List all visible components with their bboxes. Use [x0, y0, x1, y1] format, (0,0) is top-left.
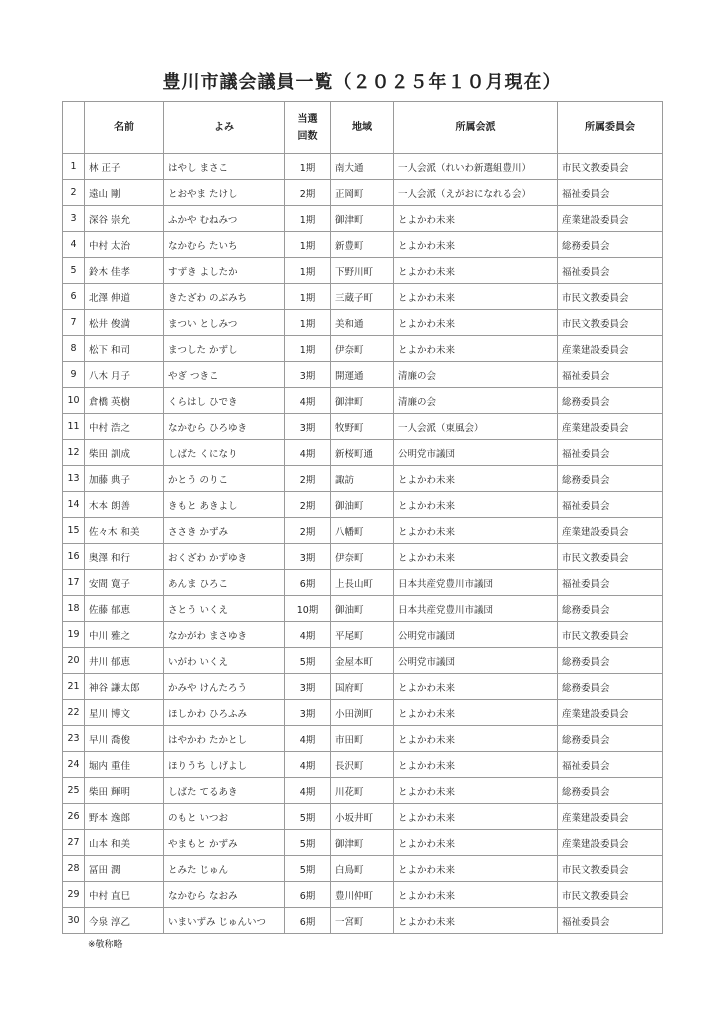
cell-area: 新豊町 [331, 232, 394, 258]
table-row [63, 778, 663, 804]
table-row [63, 596, 663, 622]
cell-faction: 日本共産党豊川市議団 [394, 596, 558, 622]
cell-faction: 一人会派（えがおになれる会） [394, 180, 558, 206]
cell-faction: 一人会派（れいわ新選組豊川） [394, 154, 558, 180]
header-area: 地域 [331, 102, 394, 154]
cell-committee: 福祉委員会 [558, 752, 663, 778]
cell-faction: とよかわ未来 [394, 492, 558, 518]
cell-terms: 4期 [285, 752, 331, 778]
cell-faction: とよかわ未来 [394, 674, 558, 700]
table-row [63, 466, 663, 492]
cell-committee: 総務委員会 [558, 726, 663, 752]
cell-name: 鈴木 佳孝 [85, 258, 164, 284]
cell-faction: とよかわ未来 [394, 310, 558, 336]
cell-committee: 福祉委員会 [558, 908, 663, 934]
table-row [63, 310, 663, 336]
cell-reading: きもと あきよし [164, 492, 285, 518]
cell-faction: とよかわ未来 [394, 856, 558, 882]
table-row [63, 492, 663, 518]
table-row [63, 206, 663, 232]
cell-name: 佐藤 郁恵 [85, 596, 164, 622]
cell-terms: 4期 [285, 726, 331, 752]
cell-committee: 市民文教委員会 [558, 622, 663, 648]
footnote: ※敬称略 [88, 940, 123, 950]
cell-terms: 5期 [285, 648, 331, 674]
cell-no: 5 [63, 258, 85, 284]
cell-faction: とよかわ未来 [394, 752, 558, 778]
cell-no: 6 [63, 284, 85, 310]
cell-area: 正岡町 [331, 180, 394, 206]
cell-reading: なかむら なおみ [164, 882, 285, 908]
cell-reading: くらはし ひでき [164, 388, 285, 414]
cell-no: 13 [63, 466, 85, 492]
cell-reading: ほりうち しげよし [164, 752, 285, 778]
cell-name: 遠山 剛 [85, 180, 164, 206]
cell-name: 深谷 崇允 [85, 206, 164, 232]
cell-terms: 3期 [285, 414, 331, 440]
cell-committee: 総務委員会 [558, 674, 663, 700]
cell-reading: のもと いつお [164, 804, 285, 830]
cell-committee: 産業建設委員会 [558, 804, 663, 830]
table-row [63, 622, 663, 648]
header-terms [285, 102, 331, 154]
cell-committee: 市民文教委員会 [558, 154, 663, 180]
cell-faction: とよかわ未来 [394, 544, 558, 570]
cell-terms: 1期 [285, 258, 331, 284]
cell-terms: 3期 [285, 674, 331, 700]
cell-faction: とよかわ未来 [394, 726, 558, 752]
cell-faction: 清廉の会 [394, 362, 558, 388]
cell-area: 川花町 [331, 778, 394, 804]
cell-no: 15 [63, 518, 85, 544]
cell-faction: とよかわ未来 [394, 206, 558, 232]
header-terms-line2: 回数 [297, 130, 318, 142]
cell-committee: 福祉委員会 [558, 440, 663, 466]
cell-reading: ほしかわ ひろふみ [164, 700, 285, 726]
cell-name: 佐々木 和美 [85, 518, 164, 544]
cell-name: 松下 和司 [85, 336, 164, 362]
cell-no: 8 [63, 336, 85, 362]
cell-terms: 5期 [285, 856, 331, 882]
cell-no: 29 [63, 882, 85, 908]
cell-reading: まつした かずし [164, 336, 285, 362]
table-row [63, 440, 663, 466]
cell-faction: とよかわ未来 [394, 700, 558, 726]
cell-faction: とよかわ未来 [394, 466, 558, 492]
cell-committee: 産業建設委員会 [558, 336, 663, 362]
cell-no: 1 [63, 154, 85, 180]
cell-committee: 市民文教委員会 [558, 882, 663, 908]
cell-reading: とおやま たけし [164, 180, 285, 206]
cell-terms: 1期 [285, 336, 331, 362]
cell-name: 中川 雅之 [85, 622, 164, 648]
cell-no: 17 [63, 570, 85, 596]
cell-reading: やぎ つきこ [164, 362, 285, 388]
table-row [63, 180, 663, 206]
cell-terms: 6期 [285, 570, 331, 596]
cell-area: 御津町 [331, 206, 394, 232]
cell-no: 11 [63, 414, 85, 440]
cell-faction: とよかわ未来 [394, 908, 558, 934]
cell-no: 9 [63, 362, 85, 388]
cell-area: 諏訪 [331, 466, 394, 492]
cell-terms: 3期 [285, 544, 331, 570]
table-row [63, 232, 663, 258]
cell-reading: はやかわ たかとし [164, 726, 285, 752]
members-table [62, 101, 663, 934]
cell-name: 安間 寛子 [85, 570, 164, 596]
table-row [63, 674, 663, 700]
cell-terms: 4期 [285, 440, 331, 466]
cell-reading: しばた くになり [164, 440, 285, 466]
cell-committee: 産業建設委員会 [558, 700, 663, 726]
cell-name: 倉橋 英樹 [85, 388, 164, 414]
header-faction: 所属会派 [394, 102, 558, 154]
cell-reading: なかむら たいち [164, 232, 285, 258]
cell-no: 4 [63, 232, 85, 258]
cell-faction: 公明党市議団 [394, 622, 558, 648]
cell-name: 堀内 重佳 [85, 752, 164, 778]
cell-no: 12 [63, 440, 85, 466]
cell-committee: 総務委員会 [558, 778, 663, 804]
header-committee: 所属委員会 [558, 102, 663, 154]
cell-committee: 市民文教委員会 [558, 284, 663, 310]
cell-reading: まつい としみつ [164, 310, 285, 336]
header-terms-line1: 当選 [297, 113, 318, 125]
table-row [63, 518, 663, 544]
cell-committee: 福祉委員会 [558, 570, 663, 596]
cell-faction: とよかわ未来 [394, 778, 558, 804]
cell-faction: とよかわ未来 [394, 232, 558, 258]
header-no [63, 102, 85, 154]
cell-faction: 一人会派（東風会） [394, 414, 558, 440]
cell-committee: 市民文教委員会 [558, 856, 663, 882]
cell-name: 加藤 典子 [85, 466, 164, 492]
cell-name: 早川 喬俊 [85, 726, 164, 752]
header-name: 名前 [85, 102, 164, 154]
cell-reading: きたざわ のぶみち [164, 284, 285, 310]
table-row [63, 700, 663, 726]
page-title: 豊川市議会議員一覧（２０２５年１０月現在） [162, 72, 562, 93]
member-rows [63, 154, 663, 934]
cell-faction: とよかわ未来 [394, 336, 558, 362]
table-row [63, 336, 663, 362]
cell-no: 23 [63, 726, 85, 752]
cell-terms: 2期 [285, 492, 331, 518]
table-row [63, 908, 663, 934]
cell-faction: とよかわ未来 [394, 882, 558, 908]
cell-reading: いがわ いくえ [164, 648, 285, 674]
cell-name: 井川 郁恵 [85, 648, 164, 674]
cell-name: 冨田 潤 [85, 856, 164, 882]
cell-reading: いまいずみ じゅんいつ [164, 908, 285, 934]
table-row [63, 154, 663, 180]
cell-name: 北澤 伸道 [85, 284, 164, 310]
cell-committee: 産業建設委員会 [558, 414, 663, 440]
cell-no: 24 [63, 752, 85, 778]
cell-faction: とよかわ未来 [394, 518, 558, 544]
table-row [63, 414, 663, 440]
cell-name: 松井 俊満 [85, 310, 164, 336]
cell-terms: 10期 [285, 596, 331, 622]
cell-committee: 福祉委員会 [558, 180, 663, 206]
cell-no: 20 [63, 648, 85, 674]
cell-committee: 産業建設委員会 [558, 518, 663, 544]
cell-terms: 2期 [285, 518, 331, 544]
cell-area: 南大通 [331, 154, 394, 180]
cell-committee: 産業建設委員会 [558, 830, 663, 856]
table-row [63, 752, 663, 778]
cell-area: 下野川町 [331, 258, 394, 284]
cell-area: 小田渕町 [331, 700, 394, 726]
cell-area: 豊川仲町 [331, 882, 394, 908]
cell-terms: 6期 [285, 908, 331, 934]
cell-no: 14 [63, 492, 85, 518]
cell-committee: 総務委員会 [558, 232, 663, 258]
cell-no: 18 [63, 596, 85, 622]
cell-no: 30 [63, 908, 85, 934]
cell-no: 16 [63, 544, 85, 570]
cell-name: 中村 直巳 [85, 882, 164, 908]
cell-no: 25 [63, 778, 85, 804]
cell-area: 新桜町通 [331, 440, 394, 466]
cell-no: 2 [63, 180, 85, 206]
cell-name: 林 正子 [85, 154, 164, 180]
cell-name: 神谷 謙太郎 [85, 674, 164, 700]
cell-reading: すずき よしたか [164, 258, 285, 284]
cell-reading: さとう いくえ [164, 596, 285, 622]
table-row [63, 856, 663, 882]
table-row [63, 882, 663, 908]
cell-area: 御津町 [331, 388, 394, 414]
table-row [63, 258, 663, 284]
cell-name: 星川 博文 [85, 700, 164, 726]
cell-area: 開運通 [331, 362, 394, 388]
cell-faction: 公明党市議団 [394, 440, 558, 466]
header-reading: よみ [164, 102, 285, 154]
cell-area: 平尾町 [331, 622, 394, 648]
cell-area: 小坂井町 [331, 804, 394, 830]
table-row [63, 284, 663, 310]
cell-reading: あんま ひろこ [164, 570, 285, 596]
cell-terms: 5期 [285, 804, 331, 830]
table-row [63, 362, 663, 388]
cell-reading: はやし まさこ [164, 154, 285, 180]
cell-faction: とよかわ未来 [394, 804, 558, 830]
cell-no: 3 [63, 206, 85, 232]
cell-name: 八木 月子 [85, 362, 164, 388]
cell-committee: 市民文教委員会 [558, 310, 663, 336]
cell-area: 三蔵子町 [331, 284, 394, 310]
cell-area: 美和通 [331, 310, 394, 336]
cell-terms: 4期 [285, 388, 331, 414]
cell-terms: 2期 [285, 180, 331, 206]
cell-no: 19 [63, 622, 85, 648]
table-row [63, 804, 663, 830]
table-row [63, 648, 663, 674]
cell-area: 白鳥町 [331, 856, 394, 882]
cell-terms: 4期 [285, 622, 331, 648]
cell-committee: 産業建設委員会 [558, 206, 663, 232]
cell-name: 中村 浩之 [85, 414, 164, 440]
cell-no: 27 [63, 830, 85, 856]
cell-terms: 1期 [285, 154, 331, 180]
cell-terms: 1期 [285, 284, 331, 310]
cell-faction: 清廉の会 [394, 388, 558, 414]
cell-no: 7 [63, 310, 85, 336]
cell-area: 国府町 [331, 674, 394, 700]
cell-area: 一宮町 [331, 908, 394, 934]
cell-area: 牧野町 [331, 414, 394, 440]
cell-name: 野本 逸郎 [85, 804, 164, 830]
table-row [63, 830, 663, 856]
cell-reading: かとう のりこ [164, 466, 285, 492]
cell-reading: やまもと かずみ [164, 830, 285, 856]
cell-reading: しばた てるあき [164, 778, 285, 804]
cell-no: 10 [63, 388, 85, 414]
cell-area: 上長山町 [331, 570, 394, 596]
cell-terms: 1期 [285, 206, 331, 232]
cell-name: 柴田 訓成 [85, 440, 164, 466]
table-row [63, 388, 663, 414]
cell-no: 22 [63, 700, 85, 726]
cell-area: 八幡町 [331, 518, 394, 544]
cell-name: 柴田 輝明 [85, 778, 164, 804]
cell-committee: 福祉委員会 [558, 362, 663, 388]
cell-area: 伊奈町 [331, 544, 394, 570]
cell-faction: とよかわ未来 [394, 830, 558, 856]
cell-no: 21 [63, 674, 85, 700]
cell-terms: 1期 [285, 232, 331, 258]
cell-terms: 1期 [285, 310, 331, 336]
cell-area: 御油町 [331, 596, 394, 622]
cell-faction: 公明党市議団 [394, 648, 558, 674]
cell-committee: 総務委員会 [558, 648, 663, 674]
cell-reading: ふかや むねみつ [164, 206, 285, 232]
cell-reading: おくざわ かずゆき [164, 544, 285, 570]
table-row [63, 570, 663, 596]
cell-area: 御油町 [331, 492, 394, 518]
cell-no: 26 [63, 804, 85, 830]
cell-no: 28 [63, 856, 85, 882]
cell-reading: かみや けんたろう [164, 674, 285, 700]
cell-terms: 3期 [285, 700, 331, 726]
cell-committee: 総務委員会 [558, 388, 663, 414]
cell-terms: 2期 [285, 466, 331, 492]
cell-committee: 総務委員会 [558, 596, 663, 622]
cell-name: 木本 朗善 [85, 492, 164, 518]
cell-committee: 福祉委員会 [558, 258, 663, 284]
cell-faction: とよかわ未来 [394, 258, 558, 284]
cell-reading: ささき かずみ [164, 518, 285, 544]
table-row [63, 726, 663, 752]
cell-area: 伊奈町 [331, 336, 394, 362]
cell-name: 山本 和美 [85, 830, 164, 856]
cell-area: 御津町 [331, 830, 394, 856]
cell-name: 奥澤 和行 [85, 544, 164, 570]
cell-faction: とよかわ未来 [394, 284, 558, 310]
cell-area: 金屋本町 [331, 648, 394, 674]
cell-terms: 5期 [285, 830, 331, 856]
cell-area: 市田町 [331, 726, 394, 752]
table-row [63, 544, 663, 570]
cell-reading: なかがわ まさゆき [164, 622, 285, 648]
cell-faction: 日本共産党豊川市議団 [394, 570, 558, 596]
cell-terms: 3期 [285, 362, 331, 388]
cell-name: 今泉 淳乙 [85, 908, 164, 934]
cell-terms: 4期 [285, 778, 331, 804]
cell-name: 中村 太治 [85, 232, 164, 258]
cell-committee: 市民文教委員会 [558, 544, 663, 570]
cell-committee: 福祉委員会 [558, 492, 663, 518]
table-header-row [63, 102, 663, 154]
cell-reading: とみた じゅん [164, 856, 285, 882]
cell-committee: 総務委員会 [558, 466, 663, 492]
cell-terms: 6期 [285, 882, 331, 908]
cell-reading: なかむら ひろゆき [164, 414, 285, 440]
cell-area: 長沢町 [331, 752, 394, 778]
